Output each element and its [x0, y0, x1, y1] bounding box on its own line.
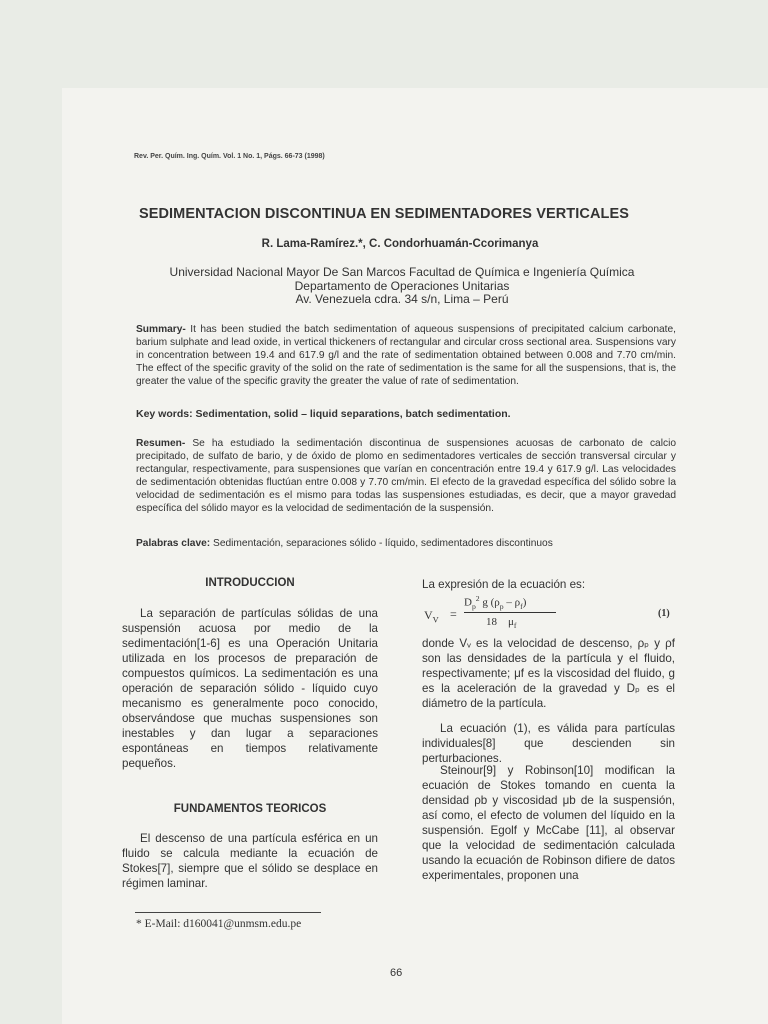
eq-lhs: $V_V$: [424, 608, 439, 625]
affiliation-line-3: Av. Venezuela cdra. 34 s/n, Lima – Perú: [295, 292, 509, 306]
affiliation: [0, 266, 768, 307]
palabras-clave-label: Palabras clave:: [136, 538, 211, 549]
validity-paragraph: La ecuación (1), es válida para partículas individuales[8] que descienden sin perturbaciones.: [422, 722, 675, 765]
authors: R. Lama-Ramírez.*, C. Condorhuamán-Ccorimanya: [261, 238, 539, 250]
resumen-paragraph: [136, 437, 676, 516]
palabras-clave-text: Sedimentación, separaciones sólido - líquido, sedimentadores discontinuos: [210, 538, 553, 549]
eq-fraction-bar: [464, 612, 556, 613]
stokes-equation: [424, 596, 674, 632]
affiliation-line-2: Departamento de Operaciones Unitarias: [294, 278, 510, 293]
equation-intro: La expresión de la ecuación es:: [422, 578, 586, 591]
summary-paragraph: [136, 323, 676, 388]
footnote-email: * E-Mail: d160041@unmsm.edu.pe: [136, 918, 302, 930]
page-number: 66: [390, 967, 403, 979]
eq-denominator: 18 $\mu_f$: [486, 616, 517, 631]
affiliation-line-1: Universidad Nacional Mayor De San Marcos Facultad de Química e Ingeniería Química: [169, 265, 635, 279]
article-title: SEDIMENTACION DISCONTINUA EN SEDIMENTADORES VERTICALES: [138, 206, 630, 222]
intro-paragraph: La separación de partículas sólidas de una suspensión acuosa por medio de la sedimentación[1-6] es una Operación Unitaria utilizada en los procesos de preparación de compuestos químicos. La sedimentación es una operación de separación sólido - líquido cuyo mecanismo es generalmente poco conocido, observándose que muchas suspensiones son inestables y dan lugar a separaciones espontáneas en tiempos relativamente pequeños.: [122, 607, 378, 770]
steinour-paragraph: Steinour[9] y Robinson[10] modifican la ecuación de Stokes tomando en cuenta la densidad ρb y viscosidad μb de la suspensión, así como, el efecto de volumen del líquido en la suspensión. Egolf y McCabe [11], al observar que la velocidad de sedimentación calculada usando la ecuación de Robinson difiere de datos experimentales, proponen una: [422, 764, 675, 882]
equation-definitions: donde Vᵥ es la velocidad de descenso, ρₚ y ρf son las densidades de la partícula y el fluido, respectivamente; μf es la viscosidad del fluido, g es la aceleración de la gravedad y Dₚ es el diámetro de la partícula.: [422, 637, 675, 710]
keywords: Key words: Sedimentation, solid – liquid separations, batch sedimentation.: [136, 408, 511, 420]
fundamentos-paragraph: El descenso de una partícula esférica en un fluido se calcula mediante la ecuación de Stokes[7], siempre que el sólido se desplace en régimen laminar.: [122, 832, 378, 890]
footnote-rule: [135, 912, 321, 913]
summary-label: Summary-: [136, 324, 186, 335]
eq-number: (1): [658, 608, 670, 619]
eq-equals: =: [450, 607, 457, 621]
palabras-clave: [136, 538, 696, 549]
heading-introduccion: INTRODUCCION: [205, 577, 295, 589]
heading-fundamentos: FUNDAMENTOS TEORICOS: [173, 803, 327, 815]
eq-numerator: $D_p^2$ g $(\rho_p - \rho_f)$: [464, 594, 527, 611]
journal-reference: Rev. Per. Quím. Ing. Quím. Vol. 1 No. 1, Págs. 66-73 (1998): [134, 153, 325, 160]
resumen-label: Resumen-: [136, 438, 186, 449]
summary-text: It has been studied the batch sedimentation of aqueous suspensions of precipitated calcium carbonate, barium sulphate and lead oxide, in vertical thickeners of rectangular and circular cross sectional area. Suspensions vary in concentration between 19.4 and 617.9 g/l and the rate of sedimentation obtained between 0.008 and 7.70 cm/min. The effect of the specific gravity of the solid on the rate of sedimentation is the same for all the suspensions, that is, the greater the value of the specific gravity the greater the value of rate of sedimentation.: [136, 324, 676, 388]
resumen-text: Se ha estudiado la sedimentación discontinua de suspensiones acuosas de carbonato de calcio precipitado, de sulfato de bario, y de óxido de plomo en sedimentadores verticales de sección transversal circular y rectangular, respectivamente, para suspensiones que varían en concentración entre 19.4 y 617.9 g/l. Las velocidades de sedimentación obtenidas fluctúan entre 0.008 y 7.70 cm/min. El efecto de la gravedad específica del sólido sobre la velocidad de sedimentación es el mismo para todas las suspensiones estudiadas, es decir, que a mayor gravedad específica del sólido mayor es la velocidad de sedimentación de la suspensión.: [136, 438, 676, 515]
